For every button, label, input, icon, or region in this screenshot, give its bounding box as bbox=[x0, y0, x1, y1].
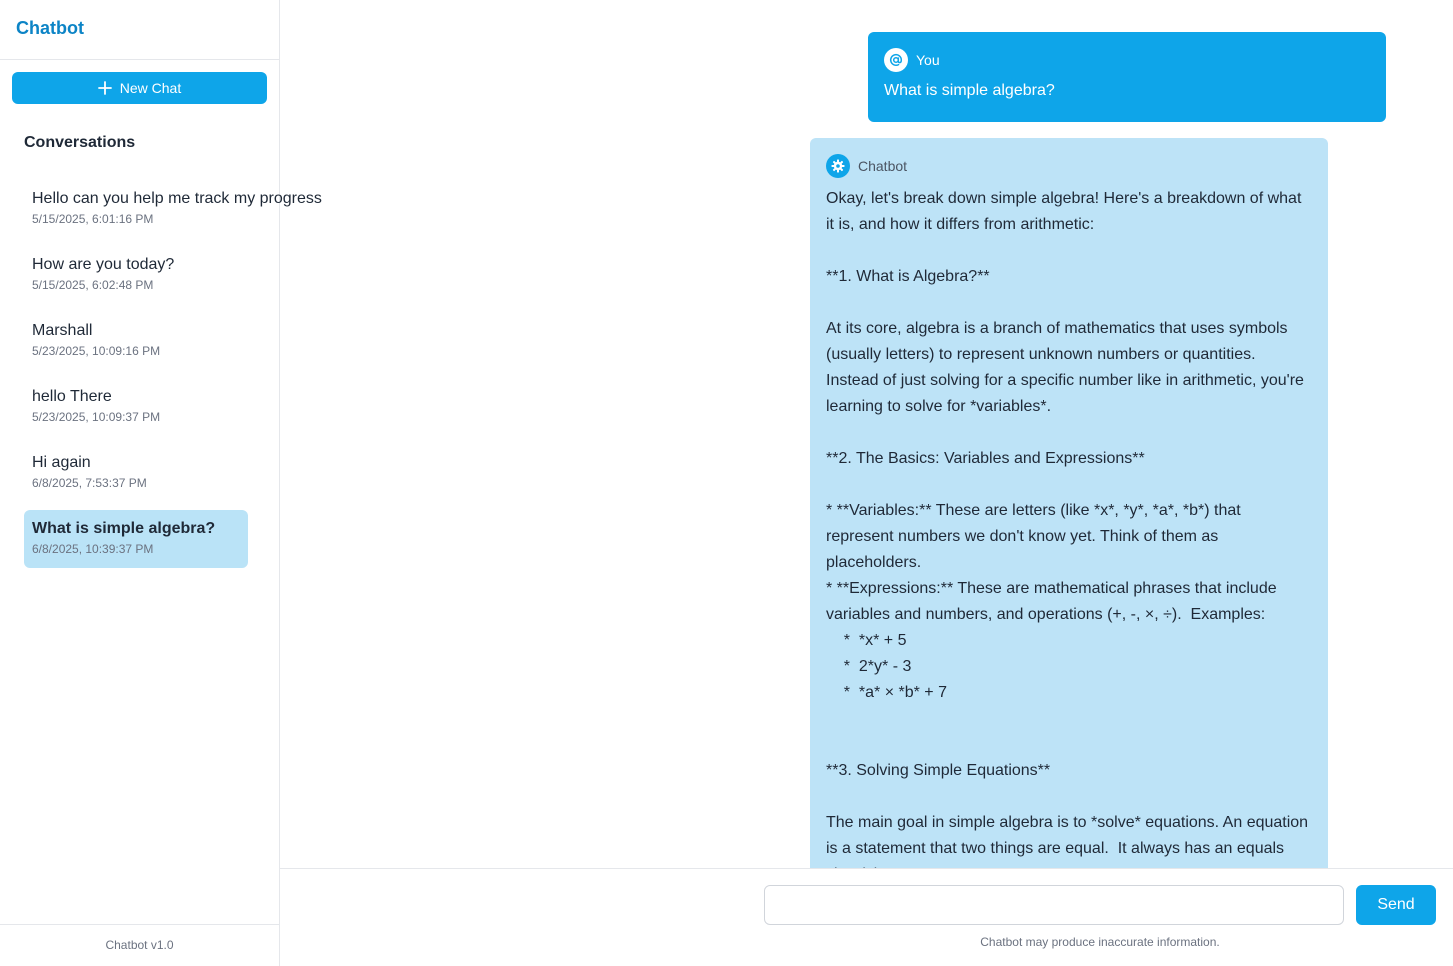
user-message bbox=[868, 32, 1386, 122]
message-text: Okay, let's break down simple algebra! Here's a breakdown of what it is, and how it differs from arithmetic: **1. What is Algebra?** At its core, algebra is a branch of mathematics that uses symbols (usually letters) to represent unknown numbers or quantities. Instead of just solving for a specific number like in arithmetic, you're learning to solve for *variables*. **2. The Basics: Variables and Expressions** * **Variables:** These are letters (like *x*, *y*, *a*, *b*) that represent numbers we don't know yet. Think of them as placeholders. * **Expressions:** These are mathematical phrases that include variables and numbers, and operations (+, -, ×, ÷). Examples: * *x* + 5 * 2*y* - 3 * *a* × *b* + 7 **3. Solving Simple Equations** The main goal in simple algebra is to *solve* equations. An equation is a statement that two things are equal. It always has an equals bbox=[826, 190, 1309, 857]
conversation-item[interactable] bbox=[24, 180, 322, 238]
conversation-date: 6/8/2025, 10:39:37 PM bbox=[32, 542, 154, 556]
plus-icon bbox=[98, 81, 112, 95]
at-icon bbox=[889, 53, 903, 67]
conversation-date: 5/15/2025, 6:02:48 PM bbox=[32, 278, 154, 292]
conversation-title: Marshall bbox=[32, 322, 93, 339]
conversation-title: How are you today? bbox=[32, 256, 175, 273]
message-author: You bbox=[916, 52, 940, 68]
conversations-heading: Conversations bbox=[24, 134, 136, 151]
conversation-item[interactable] bbox=[24, 246, 248, 304]
conversation-item-active[interactable] bbox=[24, 510, 248, 568]
new-chat-button[interactable] bbox=[12, 72, 267, 104]
divider bbox=[0, 924, 279, 925]
conversation-date: 6/8/2025, 7:53:37 PM bbox=[32, 476, 147, 490]
avatar bbox=[826, 154, 850, 178]
message-text: What is simple algebra? bbox=[884, 82, 1055, 99]
sidebar bbox=[0, 0, 322, 966]
message-header bbox=[826, 154, 1312, 178]
conversation-date: 5/23/2025, 10:09:37 PM bbox=[32, 410, 161, 424]
conversation-date: 5/15/2025, 6:01:16 PM bbox=[32, 212, 154, 226]
conversation-item[interactable] bbox=[24, 312, 248, 370]
conversation-item[interactable] bbox=[24, 378, 248, 436]
composer bbox=[280, 868, 1453, 966]
message-input[interactable] bbox=[764, 885, 1344, 925]
new-chat-label: New Chat bbox=[119, 80, 182, 96]
conversation-title: Hi again bbox=[32, 454, 91, 471]
conversation-list bbox=[24, 180, 322, 576]
conversation-title: Hello can you help me track my progress bbox=[32, 190, 322, 207]
conversation-date: 5/23/2025, 10:09:16 PM bbox=[32, 344, 161, 358]
bot-message bbox=[810, 138, 1328, 898]
send-button[interactable]: Send bbox=[1356, 885, 1436, 925]
conversation-item[interactable] bbox=[24, 444, 248, 502]
app-version: Chatbot v1.0 bbox=[105, 938, 174, 952]
gear-icon bbox=[831, 159, 845, 173]
message-header bbox=[884, 48, 1370, 72]
app-title: Chatbot bbox=[16, 18, 84, 38]
chat-area bbox=[280, 0, 1453, 868]
disclaimer: Chatbot may produce inaccurate information. bbox=[980, 935, 1220, 949]
conversation-title: hello There bbox=[32, 388, 112, 405]
divider bbox=[0, 59, 279, 60]
avatar bbox=[884, 48, 908, 72]
conversation-title: What is simple algebra? bbox=[32, 520, 216, 537]
message-author: Chatbot bbox=[858, 158, 908, 174]
